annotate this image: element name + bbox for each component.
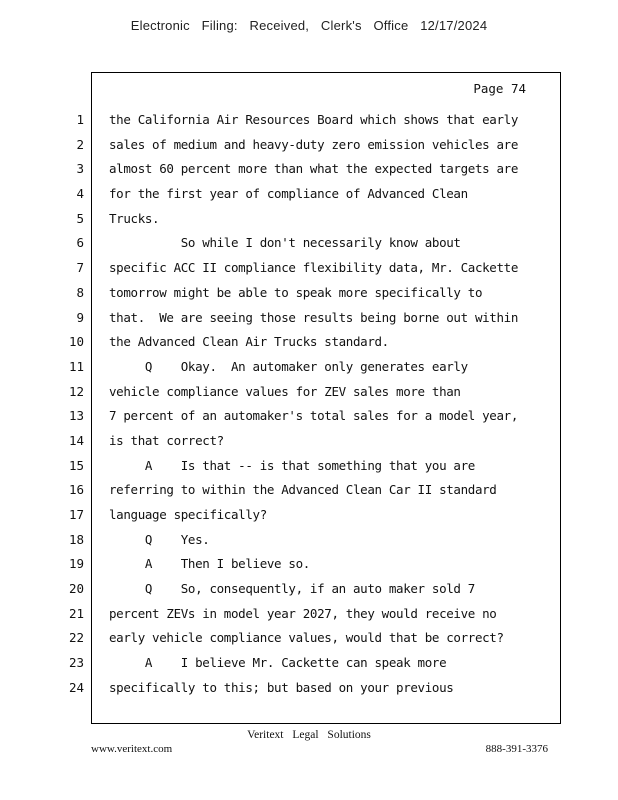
transcript-line: Trucks. [109,210,160,226]
line-number: 21 [68,605,84,621]
line-number: 17 [68,507,84,522]
line-number: 18 [68,531,84,547]
line-number: 12 [68,383,84,399]
line-number: 24 [68,679,84,695]
transcript-line: A Then I believe so. [109,556,310,572]
transcript-line: referring to within the Advanced Clean Car II standard [109,482,497,498]
transcript-line: early vehicle compliance values, would that be correct? [109,630,504,646]
transcript-line: vehicle compliance values for ZEV sales more than [109,383,461,399]
footer-company: Veritext Legal Solutions [247,729,371,741]
transcript-line: A Is that -- is that something that you are [109,457,475,473]
transcript-line: language specifically? [109,507,267,522]
line-number: 3 [76,161,84,177]
transcript-line: for the first year of compliance of Advanced Clean [109,186,468,202]
transcript-line: Q Yes. [109,531,210,547]
line-number: 4 [76,186,84,202]
transcript-line: Q So, consequently, if an auto maker sold 7 [109,581,475,597]
line-number: 1 [76,112,84,127]
line-number: 19 [68,556,84,572]
transcript-line: specific ACC II compliance flexibility data, Mr. Cackette [109,260,519,276]
line-number-column [58,108,84,701]
transcript-line: that. We are seeing those results being borne out within [109,309,519,325]
line-number: 9 [76,309,84,325]
transcript-line: A I believe Mr. Cackette can speak more [109,655,447,671]
transcript-line: Q Okay. An automaker only generates early [109,358,468,374]
line-number: 11 [68,358,84,374]
transcript-line: So while I don't necessarily know about [109,235,461,251]
line-number: 5 [76,210,84,226]
footer-phone: 888-391-3376 [485,743,548,755]
footer-website: www.veritext.com [91,743,173,755]
line-number: 13 [68,408,84,424]
line-number: 14 [68,432,84,448]
transcript-line: the California Air Resources Board which shows that early [109,112,519,127]
line-number: 22 [68,630,84,646]
transcript-line: percent ZEVs in model year 2027, they would receive no [109,605,497,621]
line-number: 20 [68,581,84,597]
transcript-line: sales of medium and heavy-duty zero emission vehicles are [109,136,519,152]
transcript-line: is that correct? [109,432,224,448]
transcript-line: the Advanced Clean Air Trucks standard. [109,334,389,350]
line-number: 6 [76,235,84,251]
line-number: 2 [76,136,84,152]
line-number: 15 [68,457,84,473]
line-number: 8 [76,284,84,300]
line-number: 7 [76,260,84,276]
transcript-body [109,108,554,701]
line-number: 23 [68,655,84,671]
transcript-line: 7 percent of an automaker's total sales for a model year, [109,408,519,424]
transcript-line: tomorrow might be able to speak more specifically to [109,284,483,300]
filing-stamp: Electronic Filing: Received, Clerk's Office 12/17/2024 [130,18,488,33]
line-number: 10 [68,334,84,350]
transcript-line: specifically to this; but based on your previous [109,679,454,695]
transcript-line: almost 60 percent more than what the expected targets are [109,161,519,177]
line-number: 16 [68,482,84,498]
page-number: Page 74 [473,81,526,96]
